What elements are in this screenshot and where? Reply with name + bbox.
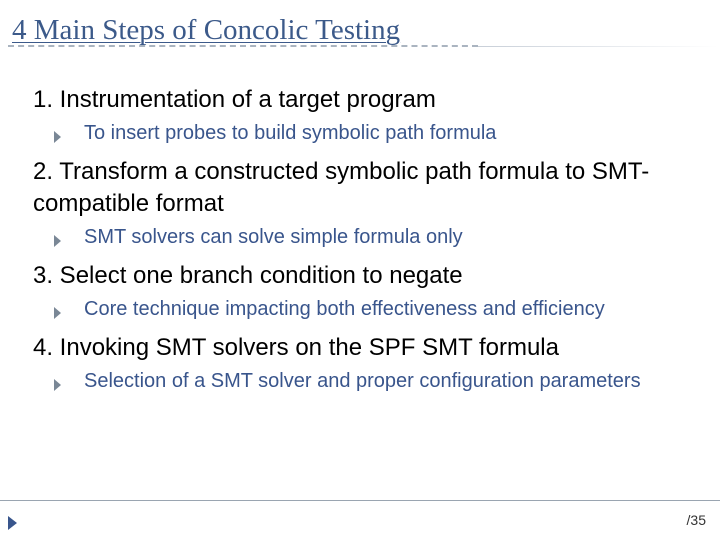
step-item — [33, 332, 713, 395]
triangle-bullet-icon — [54, 131, 70, 143]
step-detail-text: Core technique impacting both effectiveness and efficiency — [84, 298, 605, 320]
footer-divider — [0, 500, 720, 501]
title-divider-fade — [478, 46, 718, 47]
triangle-bullet-icon — [54, 379, 70, 391]
step-item — [33, 156, 713, 251]
step-item — [33, 260, 713, 323]
step-detail — [33, 367, 713, 395]
step-detail — [33, 295, 713, 323]
step-item — [33, 84, 713, 147]
step-heading: 2. Transform a constructed symbolic path formula to SMT-compatible format — [33, 158, 650, 217]
step-heading: 4. Invoking SMT solvers on the SPF SMT formula — [33, 334, 559, 361]
triangle-bullet-icon — [54, 235, 70, 247]
step-detail-text: Selection of a SMT solver and proper configuration parameters — [84, 370, 641, 392]
step-heading: 3. Select one branch condition to negate — [33, 262, 463, 289]
step-detail — [33, 119, 713, 147]
slide-content — [33, 84, 713, 404]
step-detail-text: To insert probes to build symbolic path formula — [84, 122, 497, 144]
triangle-footer-icon — [8, 516, 17, 530]
title-divider — [8, 45, 478, 47]
page-number: /35 — [686, 512, 706, 528]
step-detail-text: SMT solvers can solve simple formula only — [84, 226, 463, 248]
step-heading: 1. Instrumentation of a target program — [33, 86, 436, 113]
slide-title: 4 Main Steps of Concolic Testing — [12, 14, 401, 46]
triangle-bullet-icon — [54, 307, 70, 319]
step-detail — [33, 223, 713, 251]
